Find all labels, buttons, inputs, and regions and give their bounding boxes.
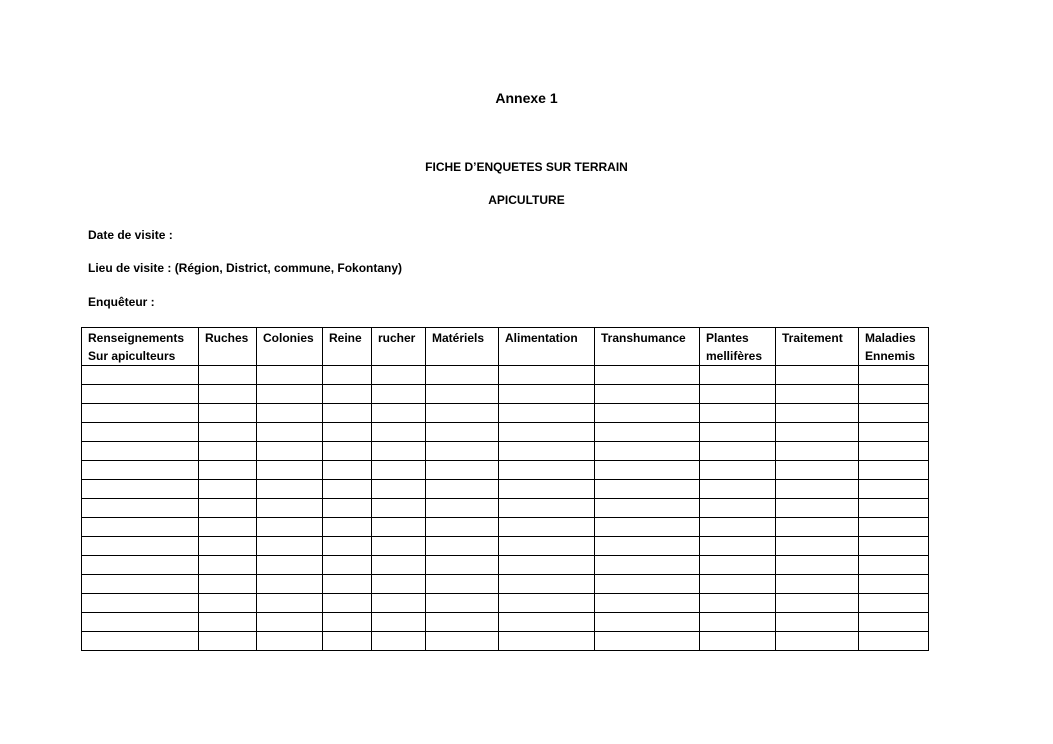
annex-title: Annexe 1 [495,90,558,106]
table-cell[interactable] [595,423,700,442]
table-cell[interactable] [859,442,929,461]
table-cell[interactable] [372,461,426,480]
table-cell[interactable] [499,423,595,442]
table-cell[interactable] [700,423,776,442]
visit-date-label: Date de visite : [88,228,173,242]
table-row [82,385,929,404]
table-cell[interactable] [426,404,499,423]
table-cell[interactable] [257,480,323,499]
table-cell[interactable] [499,404,595,423]
table-cell[interactable] [859,404,929,423]
table-cell[interactable] [323,518,372,537]
table-cell[interactable] [700,537,776,556]
table-cell[interactable] [372,632,426,651]
table-cell[interactable] [323,537,372,556]
table-cell[interactable] [859,385,929,404]
table-cell[interactable] [372,404,426,423]
table-cell[interactable] [82,366,199,385]
table-cell[interactable] [700,385,776,404]
table-row [82,556,929,575]
table-cell[interactable] [700,404,776,423]
table-cell[interactable] [595,556,700,575]
table-row [82,537,929,556]
table-cell[interactable] [426,499,499,518]
table-cell[interactable] [257,423,323,442]
table-cell[interactable] [426,632,499,651]
table-cell[interactable] [700,632,776,651]
table-cell[interactable] [700,556,776,575]
table-cell[interactable] [595,613,700,632]
col-reine [323,328,372,366]
table-row [82,366,929,385]
table-cell[interactable] [257,385,323,404]
visit-location-label: Lieu de visite : (Région, District, commune, Fokontany) [88,261,403,275]
table-cell[interactable] [257,499,323,518]
table-cell[interactable] [199,366,257,385]
col-maladies-ennemis [859,328,929,366]
table-cell[interactable] [499,537,595,556]
table-cell[interactable] [82,594,199,613]
table-cell[interactable] [199,556,257,575]
table-cell[interactable] [776,632,859,651]
table-cell[interactable] [323,442,372,461]
table-cell[interactable] [595,461,700,480]
table-cell[interactable] [372,518,426,537]
col-header-line: Transhumance [601,331,686,345]
table-cell[interactable] [776,518,859,537]
table-cell[interactable] [257,575,323,594]
table-cell[interactable] [199,404,257,423]
table-cell[interactable] [323,499,372,518]
table-header-row [82,328,929,366]
table-cell[interactable] [859,480,929,499]
table-cell[interactable] [199,632,257,651]
col-colonies [257,328,323,366]
table-cell[interactable] [257,404,323,423]
col-header-line: Renseignements [88,331,185,345]
table-cell[interactable] [700,461,776,480]
table-cell[interactable] [776,423,859,442]
table-row [82,575,929,594]
table-cell[interactable] [372,385,426,404]
table-cell[interactable] [82,518,199,537]
table-cell[interactable] [199,594,257,613]
table-cell[interactable] [859,613,929,632]
col-header-line: Colonies [263,331,314,345]
table-cell[interactable] [595,575,700,594]
table-cell[interactable] [257,442,323,461]
table-row [82,480,929,499]
table-cell[interactable] [776,404,859,423]
table-cell[interactable] [776,594,859,613]
table-row [82,423,929,442]
table-cell[interactable] [372,537,426,556]
table-cell[interactable] [257,556,323,575]
table-cell[interactable] [323,556,372,575]
table-cell[interactable] [595,442,700,461]
table-cell[interactable] [82,575,199,594]
table-cell[interactable] [82,556,199,575]
surveyor-label: Enquêteur : [88,295,155,309]
table-cell[interactable] [776,385,859,404]
table-cell[interactable] [372,613,426,632]
table-cell[interactable] [859,518,929,537]
table-cell[interactable] [82,480,199,499]
table-cell[interactable] [426,556,499,575]
table-cell[interactable] [372,423,426,442]
table-cell[interactable] [257,537,323,556]
table-cell[interactable] [426,442,499,461]
table-cell[interactable] [700,480,776,499]
table-cell[interactable] [499,461,595,480]
table-cell[interactable] [257,632,323,651]
col-traitement [776,328,859,366]
table-cell[interactable] [499,575,595,594]
table-cell[interactable] [499,480,595,499]
table-cell[interactable] [499,385,595,404]
table-cell[interactable] [859,537,929,556]
col-materiels [426,328,499,366]
table-cell[interactable] [372,366,426,385]
table-cell[interactable] [776,499,859,518]
table-cell[interactable] [323,594,372,613]
table-cell[interactable] [499,442,595,461]
table-cell[interactable] [776,613,859,632]
table-cell[interactable] [323,423,372,442]
table-cell[interactable] [372,480,426,499]
table-cell[interactable] [499,632,595,651]
table-cell[interactable] [595,499,700,518]
table-cell[interactable] [199,442,257,461]
table-cell[interactable] [82,632,199,651]
col-header-line: Sur apiculteurs [88,349,176,363]
table-cell[interactable] [199,613,257,632]
table-cell[interactable] [82,404,199,423]
col-header-line: Alimentation [505,331,578,345]
col-renseignements [82,328,199,366]
table-cell[interactable] [700,499,776,518]
table-row [82,594,929,613]
table-cell[interactable] [199,499,257,518]
table-cell[interactable] [776,366,859,385]
table-row [82,461,929,480]
table-cell[interactable] [859,499,929,518]
col-header-line: Ennemis [865,349,916,363]
table-cell[interactable] [499,556,595,575]
table-cell[interactable] [199,461,257,480]
table-cell[interactable] [700,613,776,632]
table-row [82,499,929,518]
table-cell[interactable] [82,385,199,404]
table-cell[interactable] [859,594,929,613]
table-cell[interactable] [199,480,257,499]
table-cell[interactable] [82,423,199,442]
table-cell[interactable] [595,537,700,556]
table-cell[interactable] [82,499,199,518]
table-row [82,442,929,461]
table-cell[interactable] [499,594,595,613]
col-plantes-melliferes [700,328,776,366]
col-rucher [372,328,426,366]
table-cell[interactable] [372,499,426,518]
col-header-line: Plantes [706,331,749,345]
table-cell[interactable] [859,461,929,480]
col-transhumance [595,328,700,366]
form-subtitle: APICULTURE [488,193,565,207]
table-cell[interactable] [859,632,929,651]
table-cell[interactable] [595,404,700,423]
table-cell[interactable] [323,632,372,651]
table-cell[interactable] [859,423,929,442]
table-cell[interactable] [372,575,426,594]
table-cell[interactable] [426,613,499,632]
survey-table [81,327,929,651]
table-cell[interactable] [323,385,372,404]
table-cell[interactable] [595,518,700,537]
table-cell[interactable] [595,632,700,651]
table-cell[interactable] [257,613,323,632]
table-cell[interactable] [257,366,323,385]
table-cell[interactable] [82,613,199,632]
table-cell[interactable] [499,499,595,518]
table-cell[interactable] [700,594,776,613]
table-cell[interactable] [499,366,595,385]
col-header-line: Ruches [205,331,249,345]
table-cell[interactable] [323,404,372,423]
col-header-line: mellifères [706,349,763,363]
table-cell[interactable] [199,385,257,404]
table-cell[interactable] [776,556,859,575]
form-title: FICHE D’ENQUETES SUR TERRAIN [425,160,628,174]
table-cell[interactable] [859,366,929,385]
table-cell[interactable] [776,575,859,594]
col-header-line: rucher [378,331,416,345]
table-cell[interactable] [595,594,700,613]
table-cell[interactable] [426,461,499,480]
table-cell[interactable] [859,575,929,594]
col-alimentation [499,328,595,366]
table-cell[interactable] [776,442,859,461]
table-cell[interactable] [499,518,595,537]
table-cell[interactable] [323,461,372,480]
table-row [82,518,929,537]
table-cell[interactable] [776,480,859,499]
table-cell[interactable] [199,537,257,556]
table-cell[interactable] [82,461,199,480]
table-cell[interactable] [595,480,700,499]
table-cell[interactable] [776,537,859,556]
table-cell[interactable] [199,575,257,594]
survey-table-body [82,366,929,651]
table-cell[interactable] [323,613,372,632]
table-cell[interactable] [499,613,595,632]
table-cell[interactable] [426,385,499,404]
table-cell[interactable] [595,366,700,385]
table-cell[interactable] [700,366,776,385]
table-cell[interactable] [257,518,323,537]
table-row [82,632,929,651]
table-cell[interactable] [82,537,199,556]
table-cell[interactable] [776,461,859,480]
table-cell[interactable] [700,518,776,537]
col-header-line: Traitement [782,331,843,345]
table-cell[interactable] [199,423,257,442]
table-cell[interactable] [199,518,257,537]
table-row [82,404,929,423]
table-cell[interactable] [372,442,426,461]
table-cell[interactable] [323,575,372,594]
table-cell[interactable] [700,442,776,461]
col-header-line: Maladies [865,331,916,345]
col-header-line: Reine [329,331,362,345]
col-header-line: Matériels [432,331,485,345]
table-cell[interactable] [372,594,426,613]
table-cell[interactable] [82,442,199,461]
table-cell[interactable] [426,575,499,594]
table-cell[interactable] [257,594,323,613]
table-cell[interactable] [257,461,323,480]
table-cell[interactable] [426,594,499,613]
table-cell[interactable] [323,366,372,385]
col-ruches [199,328,257,366]
table-cell[interactable] [426,366,499,385]
table-row [82,613,929,632]
table-cell[interactable] [426,480,499,499]
table-cell[interactable] [595,385,700,404]
table-cell[interactable] [859,556,929,575]
table-cell[interactable] [700,575,776,594]
table-cell[interactable] [426,537,499,556]
table-cell[interactable] [426,518,499,537]
table-cell[interactable] [372,556,426,575]
table-cell[interactable] [323,480,372,499]
table-cell[interactable] [426,423,499,442]
